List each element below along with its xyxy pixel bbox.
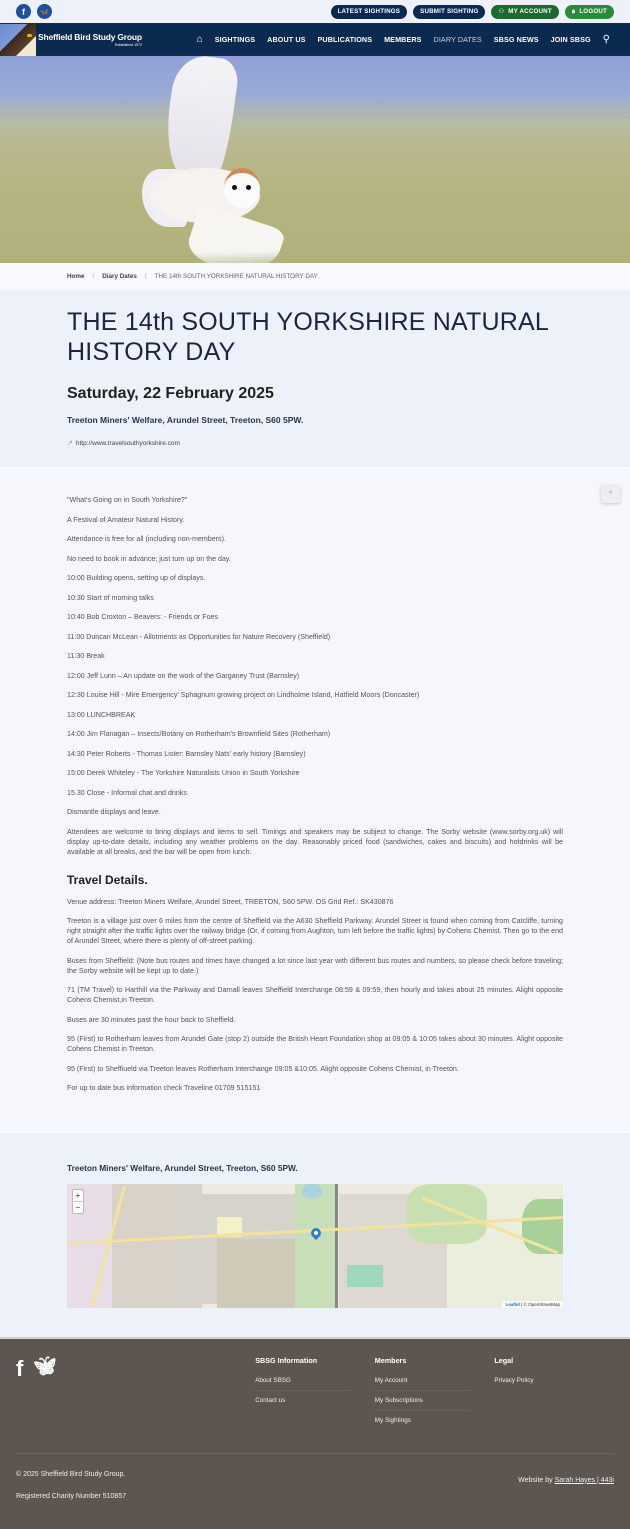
- charity-number: Registered Charity Number 510857: [16, 1492, 127, 1500]
- submit-sighting-label: SUBMIT SIGHTING: [420, 8, 479, 15]
- travel-paragraph: 71 (TM Travel) to Harthill via the Parkway and Darnall leaves Sheffield Interchange 08:59 & 09:59, then hourly and takes about 25 minutes. Alight opposite Cohens Chemist,in Treeton.: [67, 986, 563, 1004]
- breadcrumb-current: THE 14th SOUTH YORKSHIRE NATURAL HISTORY DAY: [154, 273, 318, 280]
- logout-label: LOGOUT: [579, 8, 607, 15]
- paragraph: Attendance is free for all (including non-members).: [67, 535, 226, 543]
- credit-link[interactable]: Sarah Hayes | 443i: [554, 1476, 614, 1484]
- user-icon: ⚇: [498, 8, 505, 15]
- zoom-out-button[interactable]: −: [73, 1201, 83, 1213]
- footer-link-my-sightings[interactable]: My Sightings: [374, 1416, 411, 1424]
- location-map[interactable]: [67, 1184, 563, 1308]
- footer-link-privacy-policy[interactable]: Privacy Policy: [494, 1376, 534, 1384]
- zoom-in-button[interactable]: +: [75, 1190, 81, 1200]
- owl-eye: [246, 185, 251, 190]
- page-title: THE 14th SOUTH YORKSHIRE NATURAL HISTORY DAY: [67, 308, 549, 366]
- map-sports-pitch: [347, 1265, 383, 1287]
- credit-prefix: Website by: [518, 1476, 555, 1484]
- footer: [0, 1337, 630, 1529]
- nav-members[interactable]: MEMBERS: [384, 35, 422, 44]
- schedule-item: 15:00 Derek Whiteley - The Yorkshire Naturalists Union in South Yorkshire: [67, 769, 300, 777]
- facebook-icon[interactable]: f: [16, 4, 31, 19]
- footer-heading: Legal: [494, 1355, 514, 1365]
- footer-link-my-account[interactable]: My Account: [375, 1377, 471, 1391]
- paragraph: No need to book in advance; just turn up on the day.: [67, 554, 231, 563]
- map-water: [302, 1184, 322, 1198]
- bluesky-icon[interactable]: 🦋︎: [33, 1355, 57, 1376]
- event-header: [0, 290, 630, 467]
- breadcrumb-home[interactable]: Home: [67, 273, 85, 280]
- social-links: [16, 4, 52, 19]
- map-area-park: [295, 1184, 335, 1308]
- lock-icon: 🔒︎: [571, 7, 576, 15]
- search-icon[interactable]: ⚲: [602, 34, 610, 45]
- logo-established: Established 1972: [115, 43, 142, 47]
- event-description: [0, 467, 630, 1133]
- travel-paragraph: 95 (First) to Sheffiueld via Treeton leaves Rotherham Interchange 09:05 &10:05. Alight opposite Cohens Chemist, in Treeton.: [67, 1064, 459, 1073]
- nav-join-sbsg[interactable]: JOIN SBSG: [550, 35, 591, 44]
- schedule-item: 14:00 Jim Flanagan – Insects/Botany on Rotherham's Brownfield Sites (Rotherham): [67, 730, 331, 738]
- schedule-item: 11:00 Duncan McLean - Allotments as Opportunities for Nature Recovery (Sheffield): [67, 632, 331, 641]
- event-link[interactable]: [67, 439, 563, 447]
- hero-image-barn-owl: [0, 56, 630, 263]
- nav-about-us[interactable]: ABOUT US: [267, 35, 306, 44]
- chevron-up-icon: ^: [608, 490, 613, 498]
- owl-face: [224, 168, 260, 208]
- facebook-icon[interactable]: f: [16, 1355, 24, 1381]
- footer-heading: SBSG Information: [255, 1355, 318, 1365]
- owl-eye: [232, 185, 237, 190]
- map-section: [0, 1133, 630, 1337]
- schedule-item: 10:00 Building opens, setting up of displays.: [67, 574, 206, 582]
- paragraph: "What's Going on in South Yorkshire?": [67, 496, 188, 504]
- osprey-logo-icon: [0, 24, 36, 56]
- logo-name: Sheffield Bird Study Group: [38, 32, 142, 42]
- schedule-item: 15.30 Close - Informal chat and drinks: [67, 788, 187, 797]
- nav-diary-dates[interactable]: DIARY DATES: [433, 35, 482, 44]
- schedule-item: 11:30 Break: [67, 652, 105, 660]
- schedule-item: 13:00 LUNCHBREAK: [67, 710, 136, 719]
- paragraph: A Festival of Amateur Natural History.: [67, 515, 185, 524]
- footer-col-sbsg-information: [255, 1356, 375, 1453]
- schedule-item: 14:30 Peter Roberts - Thomas Lister: Barnsley Nats' early history (Barnsley): [67, 749, 306, 758]
- map-railway: [335, 1184, 338, 1308]
- breadcrumb: [0, 263, 630, 290]
- breadcrumb-diary-dates[interactable]: Diary Dates: [102, 273, 137, 280]
- main-navbar: [0, 23, 630, 56]
- home-icon[interactable]: ⌂: [196, 34, 203, 45]
- footer-link-about-sbsg[interactable]: About SBSG: [255, 1377, 351, 1391]
- primary-nav: [191, 34, 630, 45]
- top-bar: [0, 0, 630, 23]
- logout-button[interactable]: [565, 5, 614, 19]
- site-logo[interactable]: [0, 24, 142, 56]
- leaflet-link[interactable]: Leaflet: [505, 1301, 520, 1307]
- map-attribution: [502, 1301, 563, 1308]
- travel-paragraph: 95 (First) to Rotherham leaves from Arundel Gate (stop 2) outside the British Heart Foundation shop at 09:05 & 10:05 takes about 30 minutes. Alight opposite Cohens Chemist in Treeton.: [67, 1035, 563, 1053]
- map-area-woods: [407, 1184, 487, 1244]
- latest-sightings-button[interactable]: [331, 5, 408, 19]
- footer-link-contact-us[interactable]: Contact us: [255, 1396, 286, 1404]
- nav-sbsg-news[interactable]: SBSG NEWS: [493, 35, 539, 44]
- external-link-icon: ↗: [67, 440, 73, 447]
- footer-col-legal: [494, 1356, 614, 1453]
- travel-paragraph: Treeton is a village just over 6 miles from the centre of Sheffield via the A630 Sheffield Parkway. Arundel Street is found when coming from Catcliffe, turning right straight after the traffic lights over the railway bridge (Or, if coming from Aughton, turn left before the traffic lights) by Cohens Chemist. Then go to the end of Arundel Street, where there is plenty of off-street parking.: [67, 917, 563, 945]
- travel-paragraph: Venue address: Treeton Miners Welfare, Arundel Street, TREETON, S60 5PW. OS Grid Ref.: SK430876: [67, 897, 394, 906]
- copyright: © 2025 Sheffield Bird Study Group.: [16, 1470, 126, 1478]
- travel-paragraph: Buses from Sheffield: (Note bus routes and times have changed a lot since last year with different bus routes and numbers, so please check before traveling; the Sorby website will be kept up to date.): [67, 956, 563, 975]
- travel-paragraph: For up to date bus information check Traveline 01709 515151: [67, 1084, 261, 1092]
- footer-heading: Members: [374, 1355, 407, 1365]
- map-title: Treeton Miners' Welfare, Arundel Street, Treeton, S60 5PW.: [67, 1162, 298, 1173]
- website-credit: [518, 1477, 614, 1515]
- schedule-item: 12:00 Jeff Lunn – An update on the work of the Garganey Trust (Barnsley): [67, 671, 300, 680]
- osm-attribution[interactable]: | © OpenStreetMap: [521, 1301, 560, 1307]
- latest-sightings-label: LATEST SIGHTINGS: [337, 8, 401, 15]
- map-zoom-control: [72, 1189, 84, 1214]
- nav-publications[interactable]: PUBLICATIONS: [317, 35, 373, 44]
- submit-sighting-button[interactable]: [413, 5, 485, 19]
- my-account-label: MY ACCOUNT: [508, 8, 552, 15]
- event-link-text: http://www.travelsouthyorkshire.com: [75, 439, 180, 447]
- footer-link-my-subscriptions[interactable]: My Subscriptions: [375, 1397, 471, 1411]
- top-actions: [331, 5, 614, 19]
- nav-sightings[interactable]: SIGHTINGS: [214, 35, 256, 44]
- footer-social: [16, 1356, 255, 1453]
- bluesky-icon[interactable]: 🦋: [37, 4, 52, 19]
- paragraph: Attendees are welcome to bring displays and items to sell. Timings and speakers may be subject to change. The Sorby website (www.sorby.org.uk) will display up-to-date details, including any weather problems on the day. Reasonably priced food (sandwiches, cakes and biscuits) and hotdrinks will be available at all breaks, and the bar will be open from lunch.: [67, 827, 563, 856]
- schedule-item: 12:30 Louise Hill - Mire Emergency' Sphagnum growing project on Lindholme Island, Hatfield Moors (Doncaster): [67, 691, 420, 699]
- breadcrumb-separator: /: [144, 273, 147, 280]
- paragraph: Dismantle displays and leave.: [67, 808, 161, 816]
- breadcrumb-separator: /: [92, 273, 95, 280]
- scroll-to-top-button[interactable]: [601, 485, 620, 503]
- my-account-button[interactable]: [491, 5, 558, 19]
- event-venue: Treeton Miners' Welfare, Arundel Street, Treeton, S60 5PW.: [67, 415, 304, 425]
- schedule-item: 10:30 Start of morning talks: [67, 593, 154, 602]
- schedule-item: 10:40 Bob Croxton – Beavers: - Friends or Foes: [67, 613, 219, 621]
- event-date: Saturday, 22 February 2025: [67, 385, 274, 402]
- travel-heading: Travel Details.: [67, 872, 148, 887]
- footer-col-members: [375, 1356, 495, 1453]
- travel-paragraph: Buses are 30 minutes past the hour back to Sheffield.: [67, 1015, 236, 1024]
